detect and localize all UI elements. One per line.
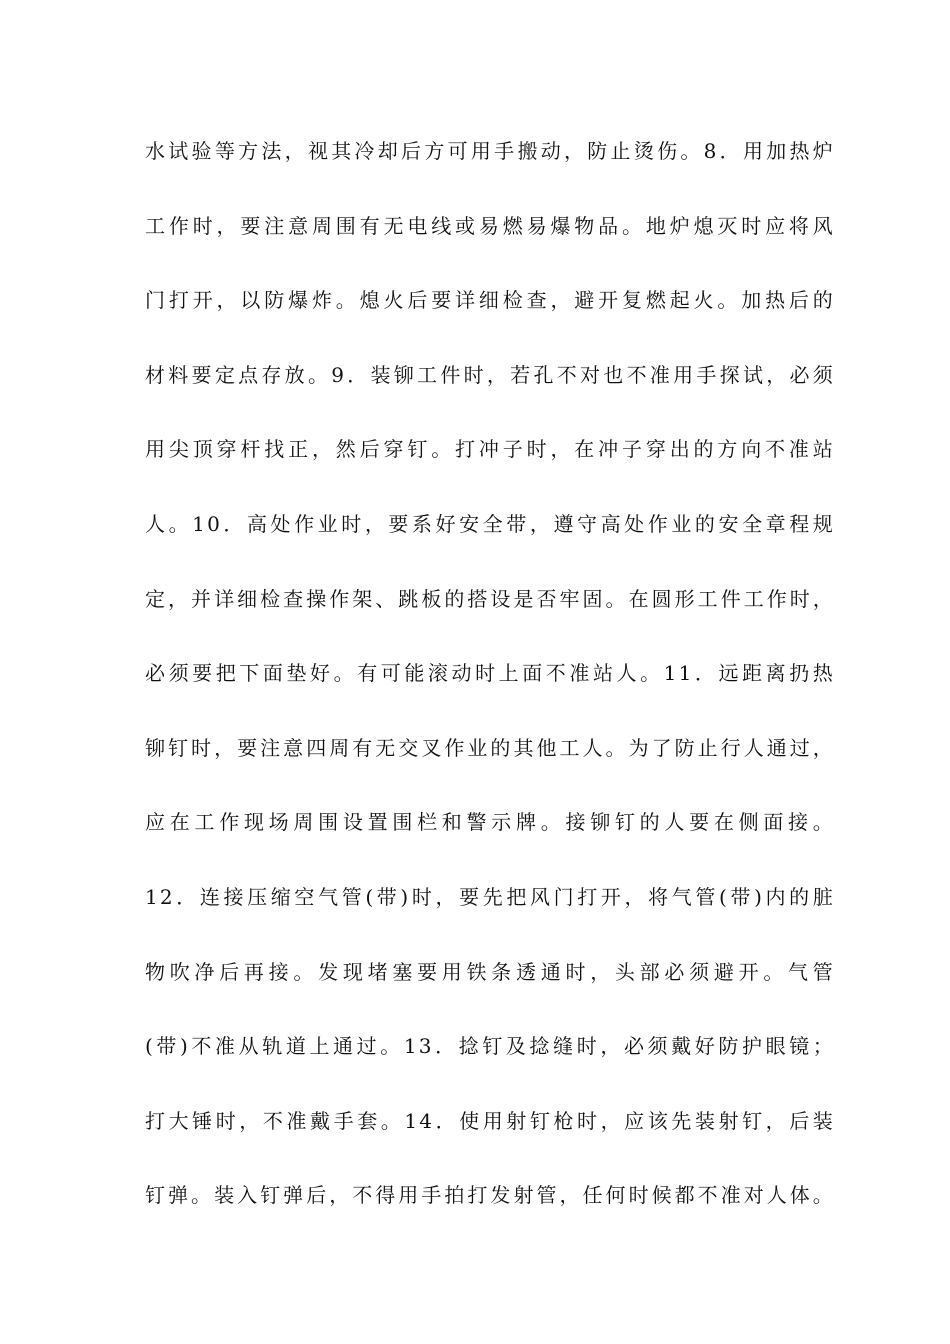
text-line: 材料要定点存放。9．装铆工件时，若孔不对也不准用手探试，必须	[145, 362, 835, 387]
text-line: 物吹净后再接。发现堵塞要用铁条透通时，头部必须避开。气管	[145, 959, 835, 984]
text-line: 用尖顶穿杆找正，然后穿钉。打冲子时，在冲子穿出的方向不准站	[145, 437, 835, 462]
text-line: 门打开，以防爆炸。熄火后要详细检查，避开复燃起火。加热后的	[145, 288, 835, 313]
text-line: 水试验等方法，视其冷却后方可用手搬动，防止烫伤。8．用加热炉	[145, 139, 835, 163]
text-line: 应在工作现场周围设置围栏和警示牌。接铆钉的人要在侧面接。	[145, 810, 835, 835]
text-line: 工作时，要注意周围有无电线或易燃易爆物品。地炉熄灭时应将风	[145, 213, 835, 238]
body-text	[145, 133, 835, 1252]
text-line: 打大锤时，不准戴手套。14．使用射钉枪时，应该先装射钉，后装	[145, 1108, 835, 1133]
text-line: 必须要把下面垫好。有可能滚动时上面不准站人。11．远距离扔热	[145, 661, 835, 686]
text-line: 钉弹。装入钉弹后，不得用手拍打发射管，任何时候都不准对人体。	[145, 1183, 835, 1208]
text-line: 定，并详细检查操作架、跳板的搭设是否牢固。在圆形工件工作时，	[145, 586, 835, 611]
text-line: 人。10．高处作业时，要系好安全带，遵守高处作业的安全章程规	[145, 511, 835, 536]
text-line: 12．连接压缩空气管(带)时，要先把风门打开，将气管(带)内的脏	[145, 884, 835, 909]
text-line: (带)不准从轨道上通过。13．捻钉及捻缝时，必须戴好防护眼镜；	[145, 1034, 835, 1059]
text-line: 铆钉时，要注意四周有无交叉作业的其他工人。为了防止行人通过，	[145, 735, 835, 760]
